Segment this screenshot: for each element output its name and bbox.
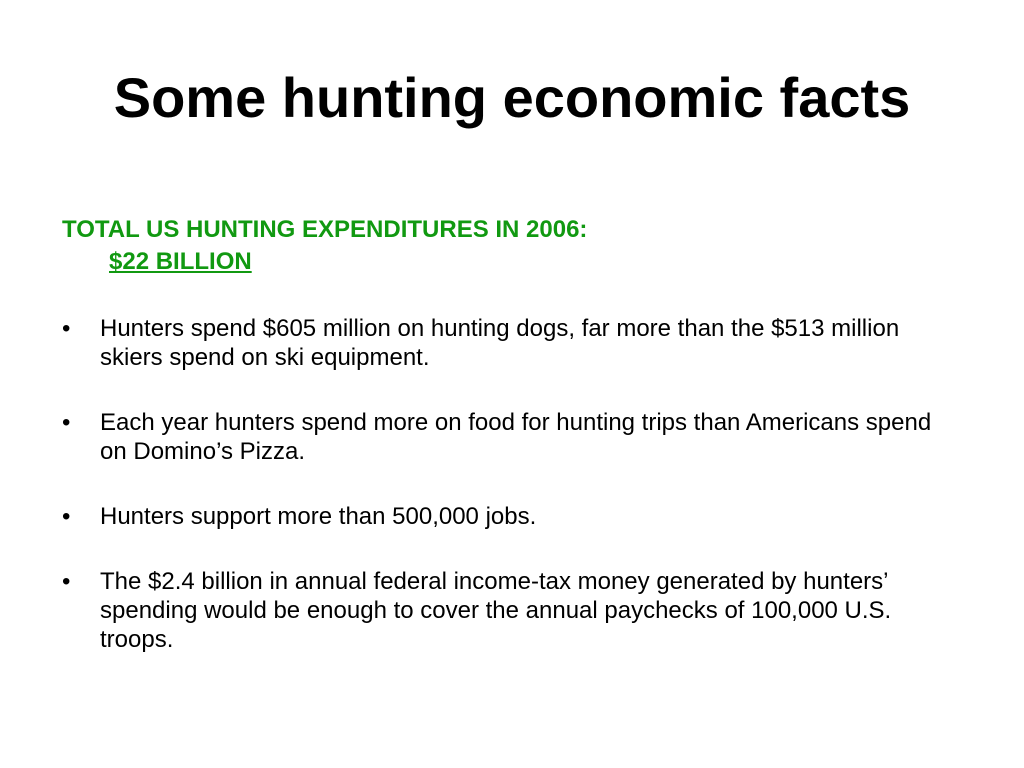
expenditure-highlight	[62, 214, 587, 278]
fact-item	[62, 502, 962, 531]
fact-item	[62, 567, 962, 654]
fact-text: Hunters support more than 500,000 jobs.	[100, 503, 537, 530]
slide-title: Some hunting economic facts	[113, 66, 911, 129]
bullet-icon: •	[62, 409, 71, 436]
bullet-icon: •	[62, 568, 71, 595]
fact-text: The $2.4 billion in annual federal income-tax money generated by hunters’ spending would be enough to cover the annual paychecks of 100,000 U.S. troops.	[100, 568, 892, 653]
bullet-icon: •	[62, 315, 71, 342]
expenditure-heading: TOTAL US HUNTING EXPENDITURES IN 2006:	[62, 216, 588, 243]
bullet-icon: •	[62, 503, 71, 530]
fact-text: Each year hunters spend more on food for hunting trips than Americans spend on Domino’s Pizza.	[100, 409, 932, 465]
expenditure-amount: $22 BILLION	[109, 248, 252, 275]
fact-text: Hunters spend $605 million on hunting dogs, far more than the $513 million skiers spend on ski equipment.	[100, 315, 900, 371]
facts-list	[62, 314, 962, 690]
fact-item	[62, 408, 962, 466]
fact-item	[62, 314, 962, 372]
